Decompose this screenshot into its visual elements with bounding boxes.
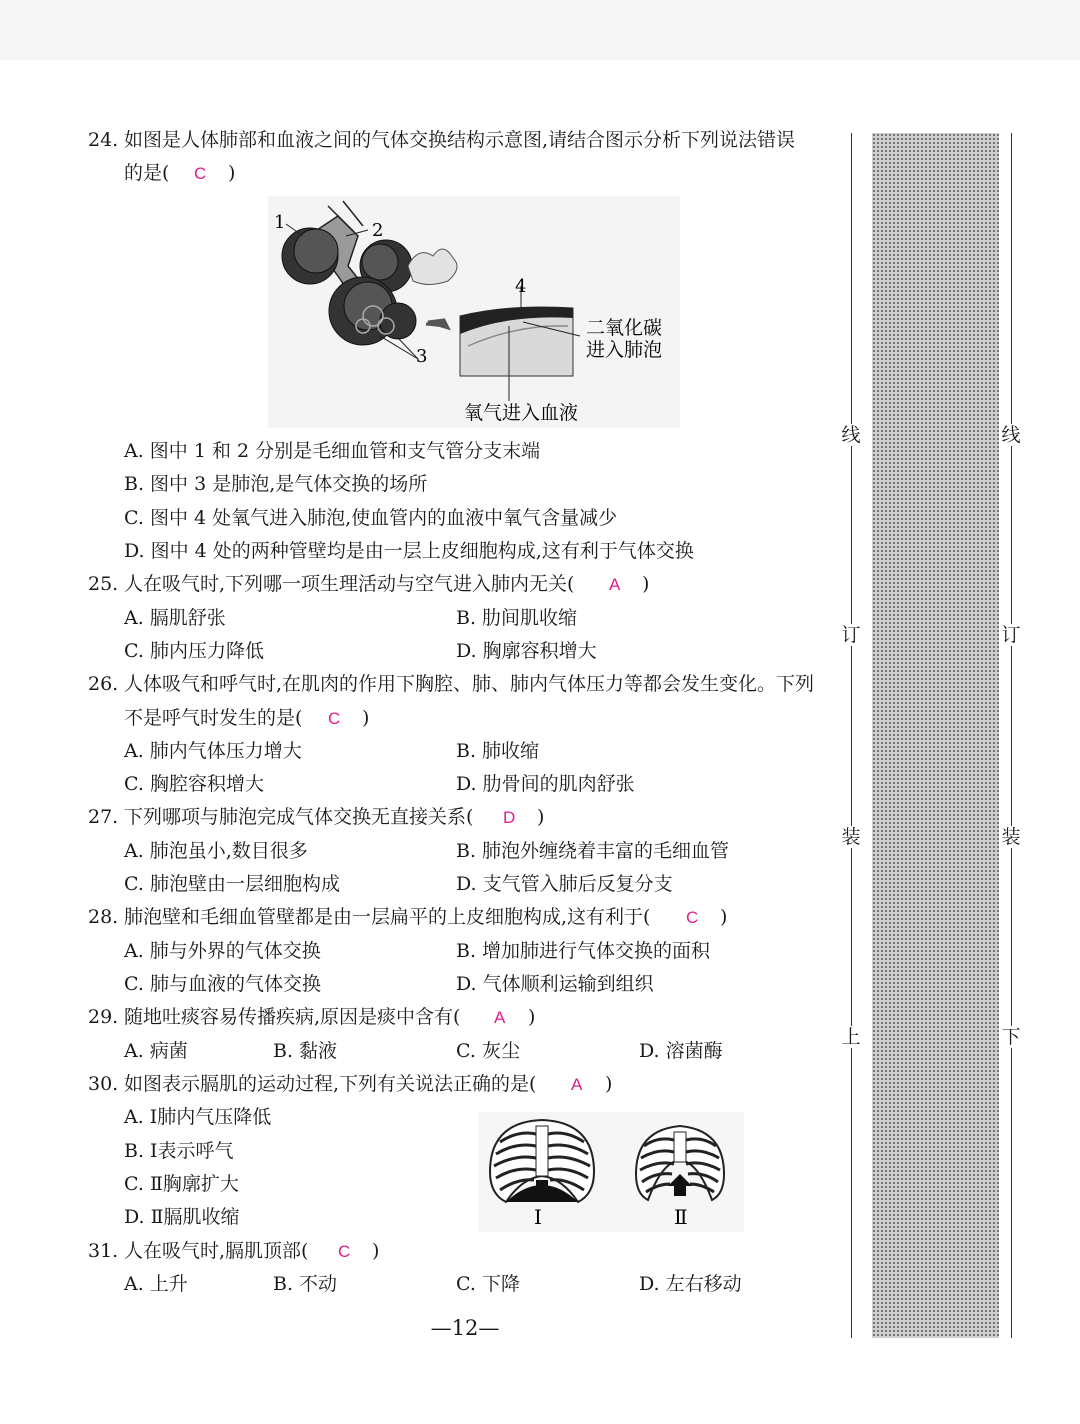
q28-option-a: A. 肺与外界的气体交换 (124, 940, 321, 962)
binding-char-right-2: 订 (1001, 624, 1021, 646)
q27-stem (0, 801, 830, 834)
label-3: 3 (416, 346, 428, 367)
q27-option-c: C. 肺泡壁由一层细胞构成 (124, 873, 340, 895)
q26-option-a: A. 肺内气体压力增大 (124, 740, 302, 762)
alveoli-gas-exchange-figure (268, 196, 680, 428)
q26-stem-prefix: 不是呼气时发生的是( (124, 707, 303, 729)
q24-answer: C (194, 164, 207, 183)
q25-stem (0, 568, 830, 601)
q29-option-b: B. 黏液 (273, 1040, 338, 1062)
q27-option-a: A. 肺泡虽小,数目很多 (124, 840, 308, 862)
co2-label-line2: 进入肺泡 (586, 339, 663, 361)
q29-option-a: A. 病菌 (124, 1040, 188, 1062)
q25-option-d: D. 胸廓容积增大 (456, 640, 597, 662)
q26-option-c: C. 胸腔容积增大 (124, 773, 264, 795)
q27-stem-suffix: ) (537, 806, 545, 828)
label-2: 2 (372, 220, 384, 241)
q25-options-row1 (0, 602, 830, 635)
q26-options-row2 (0, 768, 830, 801)
q30-stem-suffix: ) (605, 1073, 613, 1095)
q25-answer: A (609, 575, 621, 594)
q26-options-row1 (0, 735, 830, 768)
q27-number: 27. (88, 806, 119, 828)
q25-stem-text: 人在吸气时,下列哪一项生理活动与空气进入肺内无关( (124, 573, 575, 595)
binding-line-right (1011, 133, 1012, 1338)
q24-stem-line2 (0, 157, 830, 190)
q26-number: 26. (88, 673, 119, 695)
top-scan-band (0, 0, 1080, 60)
q25-stem-suffix: ) (642, 573, 650, 595)
q24-option-a-text: A. 图中 1 和 2 分别是毛细血管和支气管分支末端 (124, 440, 541, 462)
q24-option-a (0, 435, 830, 468)
q30-option-b-text: B. Ⅰ表示呼气 (124, 1140, 234, 1162)
o2-label: 氧气进入血液 (464, 402, 579, 424)
q27-option-b: B. 肺泡外缠绕着丰富的毛细血管 (456, 840, 730, 862)
q31-option-a: A. 上升 (124, 1273, 188, 1295)
q24-stem-text: 如图是人体肺部和血液之间的气体交换结构示意图,请结合图示分析下列说法错误 (124, 129, 796, 151)
q30-option-c-text: C. Ⅱ胸廓扩大 (124, 1173, 239, 1195)
q26-stem-text: 人体吸气和呼气时,在肌肉的作用下胸腔、肺、肺内气体压力等都会发生变化。下列 (124, 673, 815, 695)
q28-option-c: C. 肺与血液的气体交换 (124, 973, 321, 995)
q24-stem-line1 (0, 124, 830, 157)
q28-options-row2 (0, 968, 830, 1001)
q31-stem (0, 1235, 830, 1268)
q27-option-d: D. 支气管入肺后反复分支 (456, 873, 673, 895)
q24-stem-suffix: ) (228, 162, 236, 184)
binding-line-left (851, 133, 852, 1338)
q30-answer: A (571, 1075, 583, 1094)
binding-char-right-3: 装 (1001, 826, 1021, 848)
q27-options-row2 (0, 868, 830, 901)
q27-answer: D (503, 808, 516, 827)
q27-stem-text: 下列哪项与肺泡完成气体交换无直接关系( (124, 806, 474, 828)
q30-option-d-text: D. Ⅱ膈肌收缩 (124, 1206, 240, 1228)
q29-stem-text: 随地吐痰容易传播疾病,原因是痰中含有( (124, 1006, 461, 1028)
q29-stem-suffix: ) (528, 1006, 536, 1028)
q24-option-b-text: B. 图中 3 是肺泡,是气体交换的场所 (124, 473, 428, 495)
binding-char-left-4: 上 (841, 1026, 861, 1048)
q31-option-b: B. 不动 (273, 1273, 338, 1295)
q24-option-c-text: C. 图中 4 处氧气进入肺泡,使血管内的血液中氧气含量减少 (124, 507, 618, 529)
q30-option-a-text: A. Ⅰ肺内气压降低 (124, 1106, 272, 1128)
q31-option-d: D. 左右移动 (639, 1273, 742, 1295)
q25-options-row2 (0, 635, 830, 668)
q26-stem-line2 (0, 702, 830, 735)
q28-stem-text: 肺泡壁和毛细血管壁都是由一层扁平的上皮细胞构成,这有利于( (124, 906, 651, 928)
binding-char-left-2: 订 (841, 624, 861, 646)
page-number: —12— (430, 1316, 500, 1340)
q31-answer: C (338, 1242, 351, 1261)
q25-option-b: B. 肋间肌收缩 (456, 607, 578, 629)
q31-stem-text: 人在吸气时,膈肌顶部( (124, 1240, 309, 1262)
q29-options-row (0, 1035, 830, 1068)
q29-option-d: D. 溶菌酶 (639, 1040, 723, 1062)
q28-options-row1 (0, 935, 830, 968)
binding-char-right-4: 下 (1001, 1026, 1021, 1048)
q26-stem-suffix: ) (362, 707, 370, 729)
q24-number: 24. (88, 129, 119, 151)
q25-option-c: C. 肺内压力降低 (124, 640, 264, 662)
q29-stem (0, 1001, 830, 1034)
q24-option-d-text: D. 图中 4 处的两种管壁均是由一层上皮细胞构成,这有利于气体交换 (124, 540, 694, 562)
diaphragm-movement-figure (478, 1112, 744, 1232)
q29-number: 29. (88, 1006, 119, 1028)
binding-char-right-1: 线 (1001, 424, 1021, 446)
co2-label-line1: 二氧化碳 (586, 317, 663, 339)
label-I: Ⅰ (534, 1205, 542, 1229)
q25-number: 25. (88, 573, 119, 595)
q31-number: 31. (88, 1240, 119, 1262)
q29-option-c: C. 灰尘 (456, 1040, 520, 1062)
binding-hatch-strip (872, 133, 999, 1338)
q24-option-c (0, 502, 830, 535)
q24-option-b (0, 468, 830, 501)
label-4: 4 (515, 276, 527, 297)
q25-option-a: A. 膈肌舒张 (124, 607, 226, 629)
q28-option-d: D. 气体顺利运输到组织 (456, 973, 654, 995)
q30-stem (0, 1068, 830, 1101)
q26-option-d: D. 肋骨间的肌肉舒张 (456, 773, 635, 795)
q26-option-b: B. 肺收缩 (456, 740, 540, 762)
q26-answer: C (328, 709, 341, 728)
binding-char-left-3: 装 (841, 826, 861, 848)
q30-number: 30. (88, 1073, 119, 1095)
label-1: 1 (274, 212, 286, 233)
q30-stem-text: 如图表示膈肌的运动过程,下列有关说法正确的是( (124, 1073, 537, 1095)
q31-options-row (0, 1268, 830, 1301)
label-II: Ⅱ (674, 1205, 688, 1229)
q24-option-d (0, 535, 830, 568)
q29-answer: A (494, 1008, 506, 1027)
ribcage-I-icon (490, 1120, 594, 1202)
q31-option-c: C. 下降 (456, 1273, 520, 1295)
q28-answer: C (686, 908, 699, 927)
q28-option-b: B. 增加肺进行气体交换的面积 (456, 940, 711, 962)
q26-stem-line1 (0, 668, 830, 701)
q28-stem-suffix: ) (720, 906, 728, 928)
binding-char-left-1: 线 (841, 424, 861, 446)
q27-options-row1 (0, 835, 830, 868)
q28-number: 28. (88, 906, 119, 928)
q28-stem (0, 901, 830, 934)
q31-stem-suffix: ) (372, 1240, 380, 1262)
q24-stem-prefix: 的是( (124, 162, 170, 184)
